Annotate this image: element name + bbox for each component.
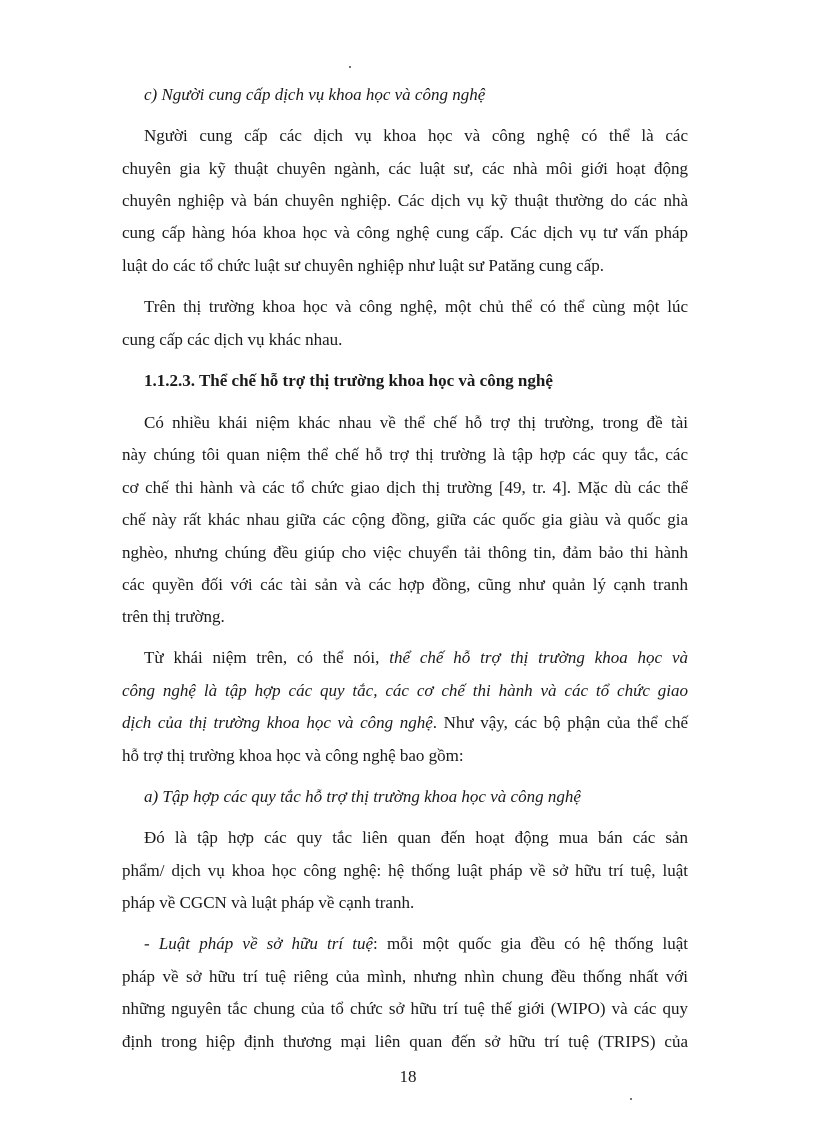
paragraph-6-line-3: những nguyên tắc chung của tổ chức sở hữu trí tuệ thế giới (WIPO) và các quy <box>122 999 688 1018</box>
paragraph-4-line-3-normal: . Như vậy, các bộ phận của thể chế <box>432 713 688 732</box>
paragraph-1-line-3: chuyên nghiệp và bán chuyên nghiệp. Các dịch vụ kỹ thuật thường do các nhà <box>122 191 688 210</box>
paragraph-4-line-3 <box>122 712 688 734</box>
paragraph-4-line-3-italic: dịch của thị trường khoa học và công nghệ <box>122 713 433 732</box>
section-heading: 1.1.2.3. Thể chế hỗ trợ thị trường khoa học và công nghệ <box>144 371 553 390</box>
scan-speck <box>349 66 351 68</box>
paragraph-3-line-4: chế này rất khác nhau giữa các cộng đồng, giữa các quốc gia giàu và quốc gia <box>122 510 688 529</box>
paragraph-1-line-5: luật do các tổ chức luật sư chuyên nghiệp như luật sư Patăng cung cấp. <box>122 256 605 275</box>
paragraph-6-line-1-normal: : mỗi một quốc gia đều có hệ thống luật <box>373 934 688 953</box>
paragraph-5-line-3: pháp về CGCN và luật pháp về cạnh tranh. <box>122 893 415 912</box>
paragraph-3-line-6: các quyền đối với các tài sản và các hợp đồng, cũng như quản lý cạnh tranh <box>122 575 688 594</box>
subheading-c: c) Người cung cấp dịch vụ khoa học và công nghệ <box>144 85 486 104</box>
paragraph-1-line-4: cung cấp hàng hóa khoa học và công nghệ cung cấp. Các dịch vụ tư vấn pháp <box>122 223 688 242</box>
paragraph-4-line-1-normal: Từ khái niệm trên, có thể nói, <box>144 648 390 667</box>
paragraph-2-line-1: Trên thị trường khoa học và công nghệ, một chủ thể có thể cùng một lúc <box>144 297 688 316</box>
paragraph-1-line-1: Người cung cấp các dịch vụ khoa học và công nghệ có thể là các <box>144 126 688 145</box>
scan-speck <box>630 1098 632 1100</box>
paragraph-6-line-4: định trong hiệp định thương mại liên quan đến sở hữu trí tuệ (TRIPS) của <box>122 1032 688 1051</box>
paragraph-4-line-4: hỗ trợ thị trường khoa học và công nghệ bao gồm: <box>122 746 464 765</box>
paragraph-4-line-2: công nghệ là tập hợp các quy tắc, các cơ chế thi hành và các tổ chức giao <box>122 681 688 700</box>
paragraph-3-line-3: cơ chế thi hành và các tổ chức giao dịch thị trường [49, tr. 4]. Mặc dù các thể <box>122 478 688 497</box>
paragraph-5-line-2: phẩm/ dịch vụ khoa học công nghệ: hệ thống luật pháp về sở hữu trí tuệ, luật <box>122 861 688 880</box>
paragraph-1-line-2: chuyên gia kỹ thuật chuyên ngành, các luật sư, các nhà môi giới hoạt động <box>122 159 688 178</box>
paragraph-2-line-2: cung cấp các dịch vụ khác nhau. <box>122 330 343 349</box>
paragraph-5-line-1: Đó là tập hợp các quy tắc liên quan đến hoạt động mua bán các sản <box>144 828 688 847</box>
paragraph-4-line-1-italic: thể chế hỗ trợ thị trường khoa học và <box>389 648 688 667</box>
paragraph-3-line-2: này chúng tôi quan niệm thể chế hỗ trợ thị trường là tập hợp các quy tắc, các <box>122 445 688 464</box>
paragraph-4-line-1 <box>122 647 688 669</box>
page-number: 18 <box>399 1067 417 1086</box>
subheading-a: a) Tập hợp các quy tắc hỗ trợ thị trường khoa học và công nghệ <box>144 787 581 806</box>
paragraph-3-line-7: trên thị trường. <box>122 607 225 626</box>
paragraph-6-line-1-italic: - Luật pháp về sở hữu trí tuệ <box>144 934 374 953</box>
paragraph-3-line-5: nghèo, nhưng chúng đều giúp cho việc chuyển tải thông tin, đảm bảo thi hành <box>122 543 688 562</box>
paragraph-3-line-1: Có nhiều khái niệm khác nhau về thể chế hỗ trợ thị trường, trong đề tài <box>144 413 688 432</box>
paragraph-6-line-1 <box>122 933 688 955</box>
paragraph-6-line-2: pháp về sở hữu trí tuệ riêng của mình, nhưng nhìn chung đều thống nhất với <box>122 967 688 986</box>
